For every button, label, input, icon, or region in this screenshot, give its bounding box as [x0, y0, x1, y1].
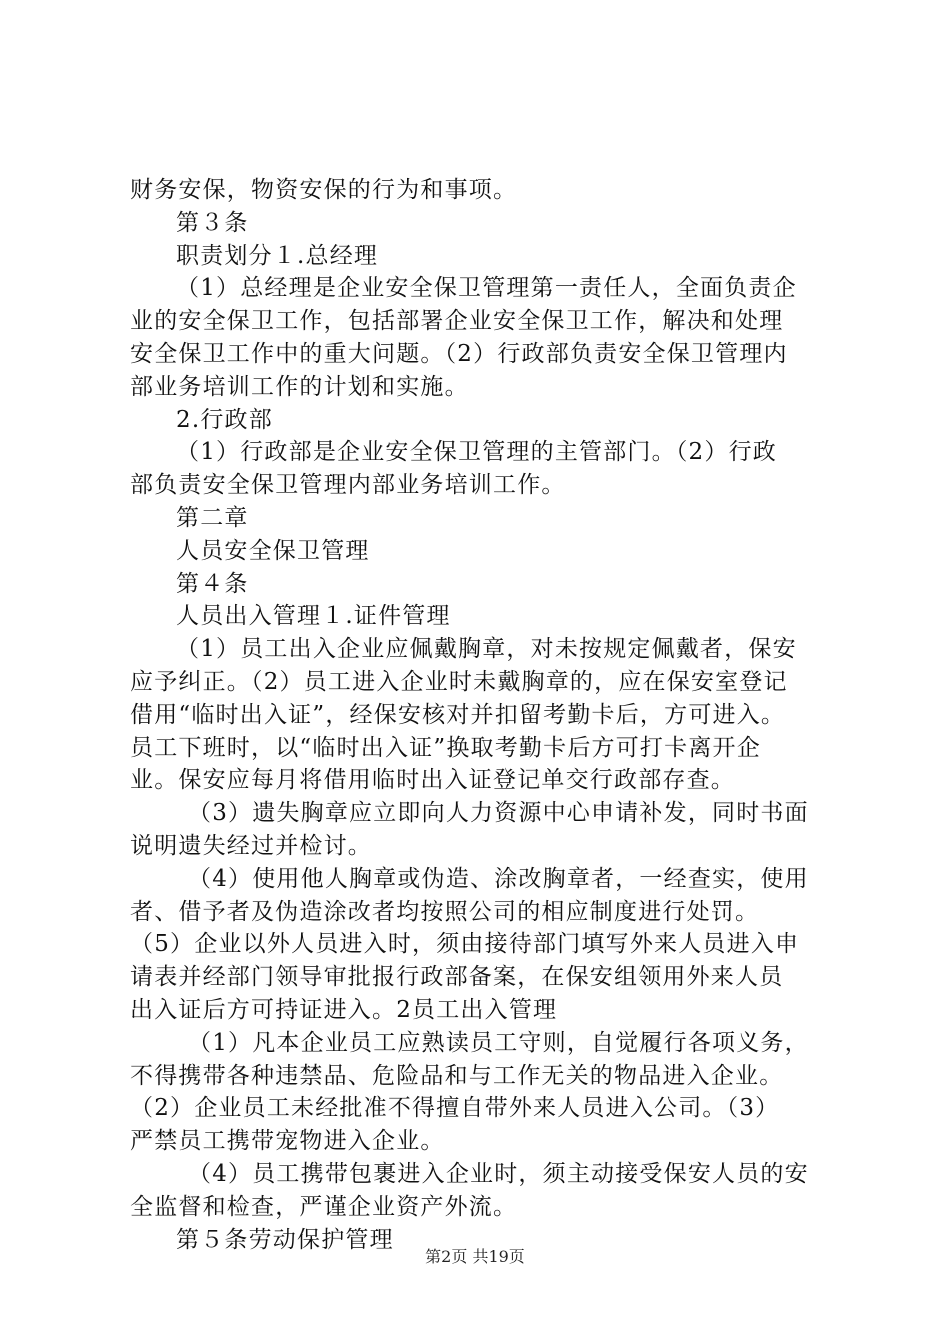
text-line: 2.行政部: [176, 406, 273, 433]
text-line: （1）员工出入企业应佩戴胸章，对未按规定佩戴者，保安: [176, 636, 797, 663]
text-line: 者、借予者及伪造涂改者均按照公司的相应制度进行处罚。: [130, 898, 760, 925]
text-line: 请表并经部门领导审批报行政部备案，在保安组领用外来人员: [130, 964, 784, 991]
text-line: 严禁员工携带宠物进入企业。: [130, 1128, 445, 1155]
text-line: 业的安全保卫工作，包括部署企业安全保卫工作，解决和处理: [130, 308, 784, 335]
text-line: 说明遗失经过并检讨。: [130, 832, 372, 859]
text-line: 应予纠正。（2）员工进入企业时未戴胸章的，应在保安室登记: [130, 668, 788, 695]
page-footer: 第2页 共19页: [425, 1247, 525, 1266]
text-line: （1）凡本企业员工应熟读员工守则，自觉履行各项义务，: [188, 1029, 809, 1056]
text-line: 人员出入管理１.证件管理: [176, 603, 451, 630]
text-line: （1）行政部是企业安全保卫管理的主管部门。（2）行政: [176, 439, 777, 466]
text-line: （5）企业以外人员进入时，须由接待部门填写外来人员进入申: [130, 931, 800, 958]
text-line: 第４条: [176, 570, 249, 597]
text-line: 安全保卫工作中的重大问题。（2）行政部负责安全保卫管理内: [130, 340, 788, 367]
text-line: （4）员工携带包裹进入企业时，须主动接受保安人员的安: [188, 1160, 809, 1187]
text-line: 职责划分１.总经理: [176, 242, 379, 269]
text-line: （2）企业员工未经批准不得擅自带外来人员进入公司。（3）: [130, 1095, 780, 1122]
document-body: [130, 174, 835, 1256]
text-line: 财务安保，物资安保的行为和事项。: [130, 177, 518, 203]
text-line: 第５条劳动保护管理: [176, 1226, 394, 1253]
text-line: （3）遗失胸章应立即向人力资源中心申请补发，同时书面: [188, 800, 809, 827]
text-line: 不得携带各种违禁品、危险品和与工作无关的物品进入企业。: [130, 1062, 784, 1089]
text-line: 出入证后方可持证进入。2员工出入管理: [130, 996, 558, 1023]
text-line: （1）总经理是企业安全保卫管理第一责任人，全面负责企: [176, 275, 797, 302]
text-line: 第二章: [176, 504, 249, 531]
text-line: 部业务培训工作的计划和实施。: [130, 373, 469, 400]
text-line: 业。保安应每月将借用临时出入证登记单交行政部存查。: [130, 767, 735, 794]
text-line: 部负责安全保卫管理内部业务培训工作。: [130, 472, 566, 499]
text-line: （4）使用他人胸章或伪造、涂改胸章者，一经查实，使用: [188, 865, 809, 892]
text-line: 人员安全保卫管理: [176, 537, 370, 564]
text-line: 员工下班时，以“临时出入证”换取考勤卡后方可打卡离开企: [130, 734, 761, 761]
text-line: 第３条: [176, 209, 249, 236]
text-line: 借用“临时出入证”，经保安核对并扣留考勤卡后，方可进入。: [130, 701, 786, 728]
text-line: 全监督和检查，严谨企业资产外流。: [130, 1193, 518, 1220]
